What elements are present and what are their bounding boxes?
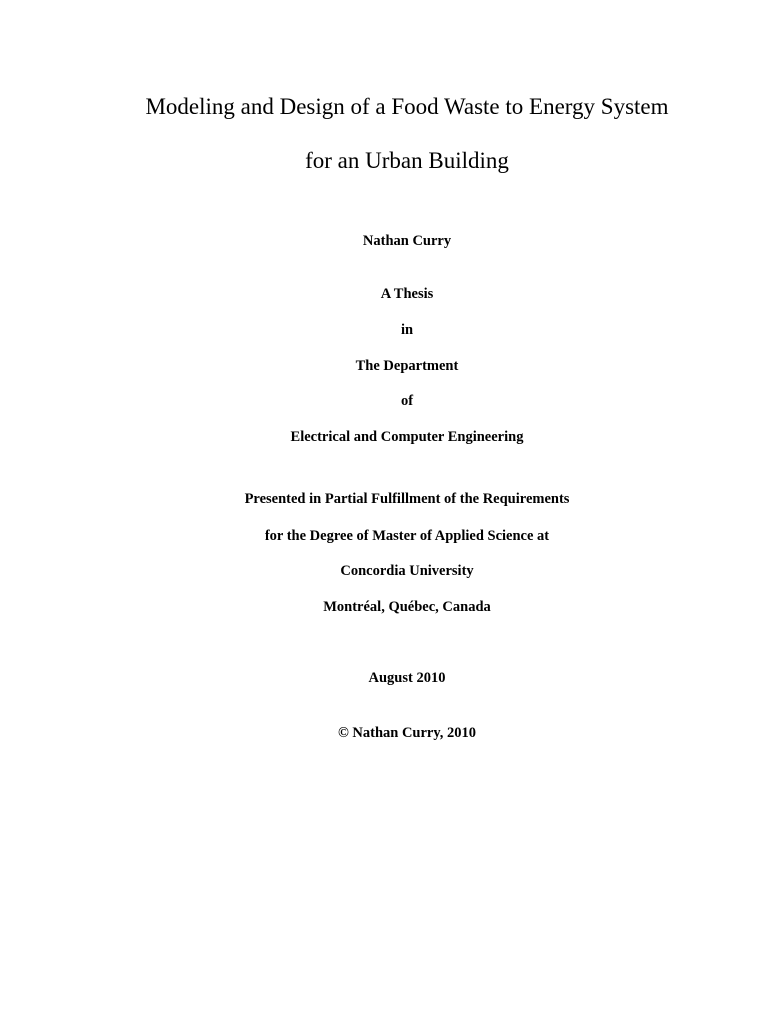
department-label: The Department (355, 358, 459, 374)
title-line-1: Modeling and Design of a Food Waste to Energy System (145, 94, 669, 119)
department-name: Electrical and Computer Engineering (290, 429, 524, 445)
submission-date: August 2010 (368, 670, 446, 686)
university-name: Concordia University (340, 563, 474, 579)
fulfillment-line-1: Presented in Partial Fulfillment of the Requirements (244, 491, 570, 507)
fulfillment-line-2: for the Degree of Master of Applied Science at (264, 528, 550, 544)
author-name: Nathan Curry (362, 233, 452, 249)
thesis-label: A Thesis (380, 286, 434, 302)
of-label: of (400, 393, 414, 409)
title-line-2: for an Urban Building (305, 148, 509, 173)
in-label: in (400, 322, 414, 338)
university-location: Montréal, Québec, Canada (323, 599, 491, 615)
copyright-notice: © Nathan Curry, 2010 (337, 725, 477, 741)
